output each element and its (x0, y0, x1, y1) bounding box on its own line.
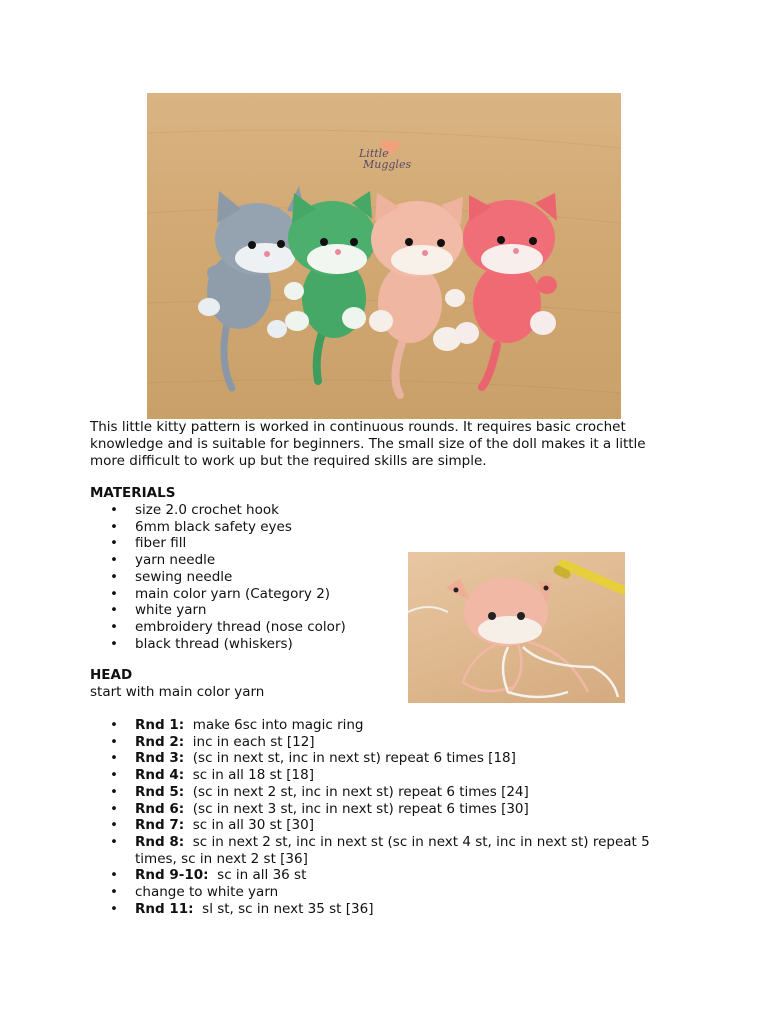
list-item: • Rnd 7: sc in all 30 st [30] (90, 817, 680, 834)
list-item: • black thread (whiskers) (90, 636, 410, 653)
head-heading: HEAD (90, 667, 133, 683)
list-item: • yarn needle (90, 552, 410, 569)
head-photo (408, 552, 625, 703)
list-item: • change to white yarn (90, 884, 680, 901)
list-item: • 6mm black safety eyes (90, 519, 410, 536)
list-item: • Rnd 3: (sc in next st, inc in next st) repeat 6 times [18] (90, 750, 680, 767)
hero-photo (147, 93, 621, 419)
list-item: • Rnd 11: sl st, sc in next 35 st [36] (90, 901, 680, 918)
cat-peach (369, 193, 465, 395)
list-item: • Rnd 1: make 6sc into magic ring (90, 717, 680, 734)
crochet-head-illustration (408, 552, 625, 703)
list-item: • fiber fill (90, 535, 410, 552)
list-item: • Rnd 6: (sc in next 3 st, inc in next st) repeat 6 times [30] (90, 801, 680, 818)
crochet-cats-illustration (147, 93, 621, 419)
materials-list (90, 502, 410, 652)
list-item: • size 2.0 crochet hook (90, 502, 410, 519)
list-item: • embroidery thread (nose color) (90, 619, 410, 636)
list-item: • white yarn (90, 602, 410, 619)
list-item: • Rnd 5: (sc in next 2 st, inc in next st) repeat 6 times [24] (90, 784, 680, 801)
logo-muggles: Muggles (363, 158, 412, 171)
intro-paragraph: This little kitty pattern is worked in continuous rounds. It requires basic crochet knowledge and is suitable for beginners. The small size of the doll makes it a little more difficult to work up but the required skills are simple. (90, 419, 646, 469)
materials-heading: MATERIALS (90, 485, 176, 501)
list-item: • sewing needle (90, 569, 410, 586)
cat-pink (455, 193, 557, 387)
rounds-list (90, 717, 680, 917)
head-subtitle: start with main color yarn (90, 684, 265, 700)
cat-green (284, 191, 376, 381)
list-item: • Rnd 2: inc in each st [12] (90, 734, 680, 751)
list-item: • Rnd 4: sc in all 18 st [18] (90, 767, 680, 784)
list-item: • Rnd 9-10: sc in all 36 st (90, 867, 680, 884)
logo-little: Little (359, 147, 389, 160)
list-item: • Rnd 8: sc in next 2 st, inc in next st (sc in next 4 st, inc in next st) repeat 5 times, sc in next 2 st [36] (90, 834, 680, 867)
list-item: • main color yarn (Category 2) (90, 586, 410, 603)
